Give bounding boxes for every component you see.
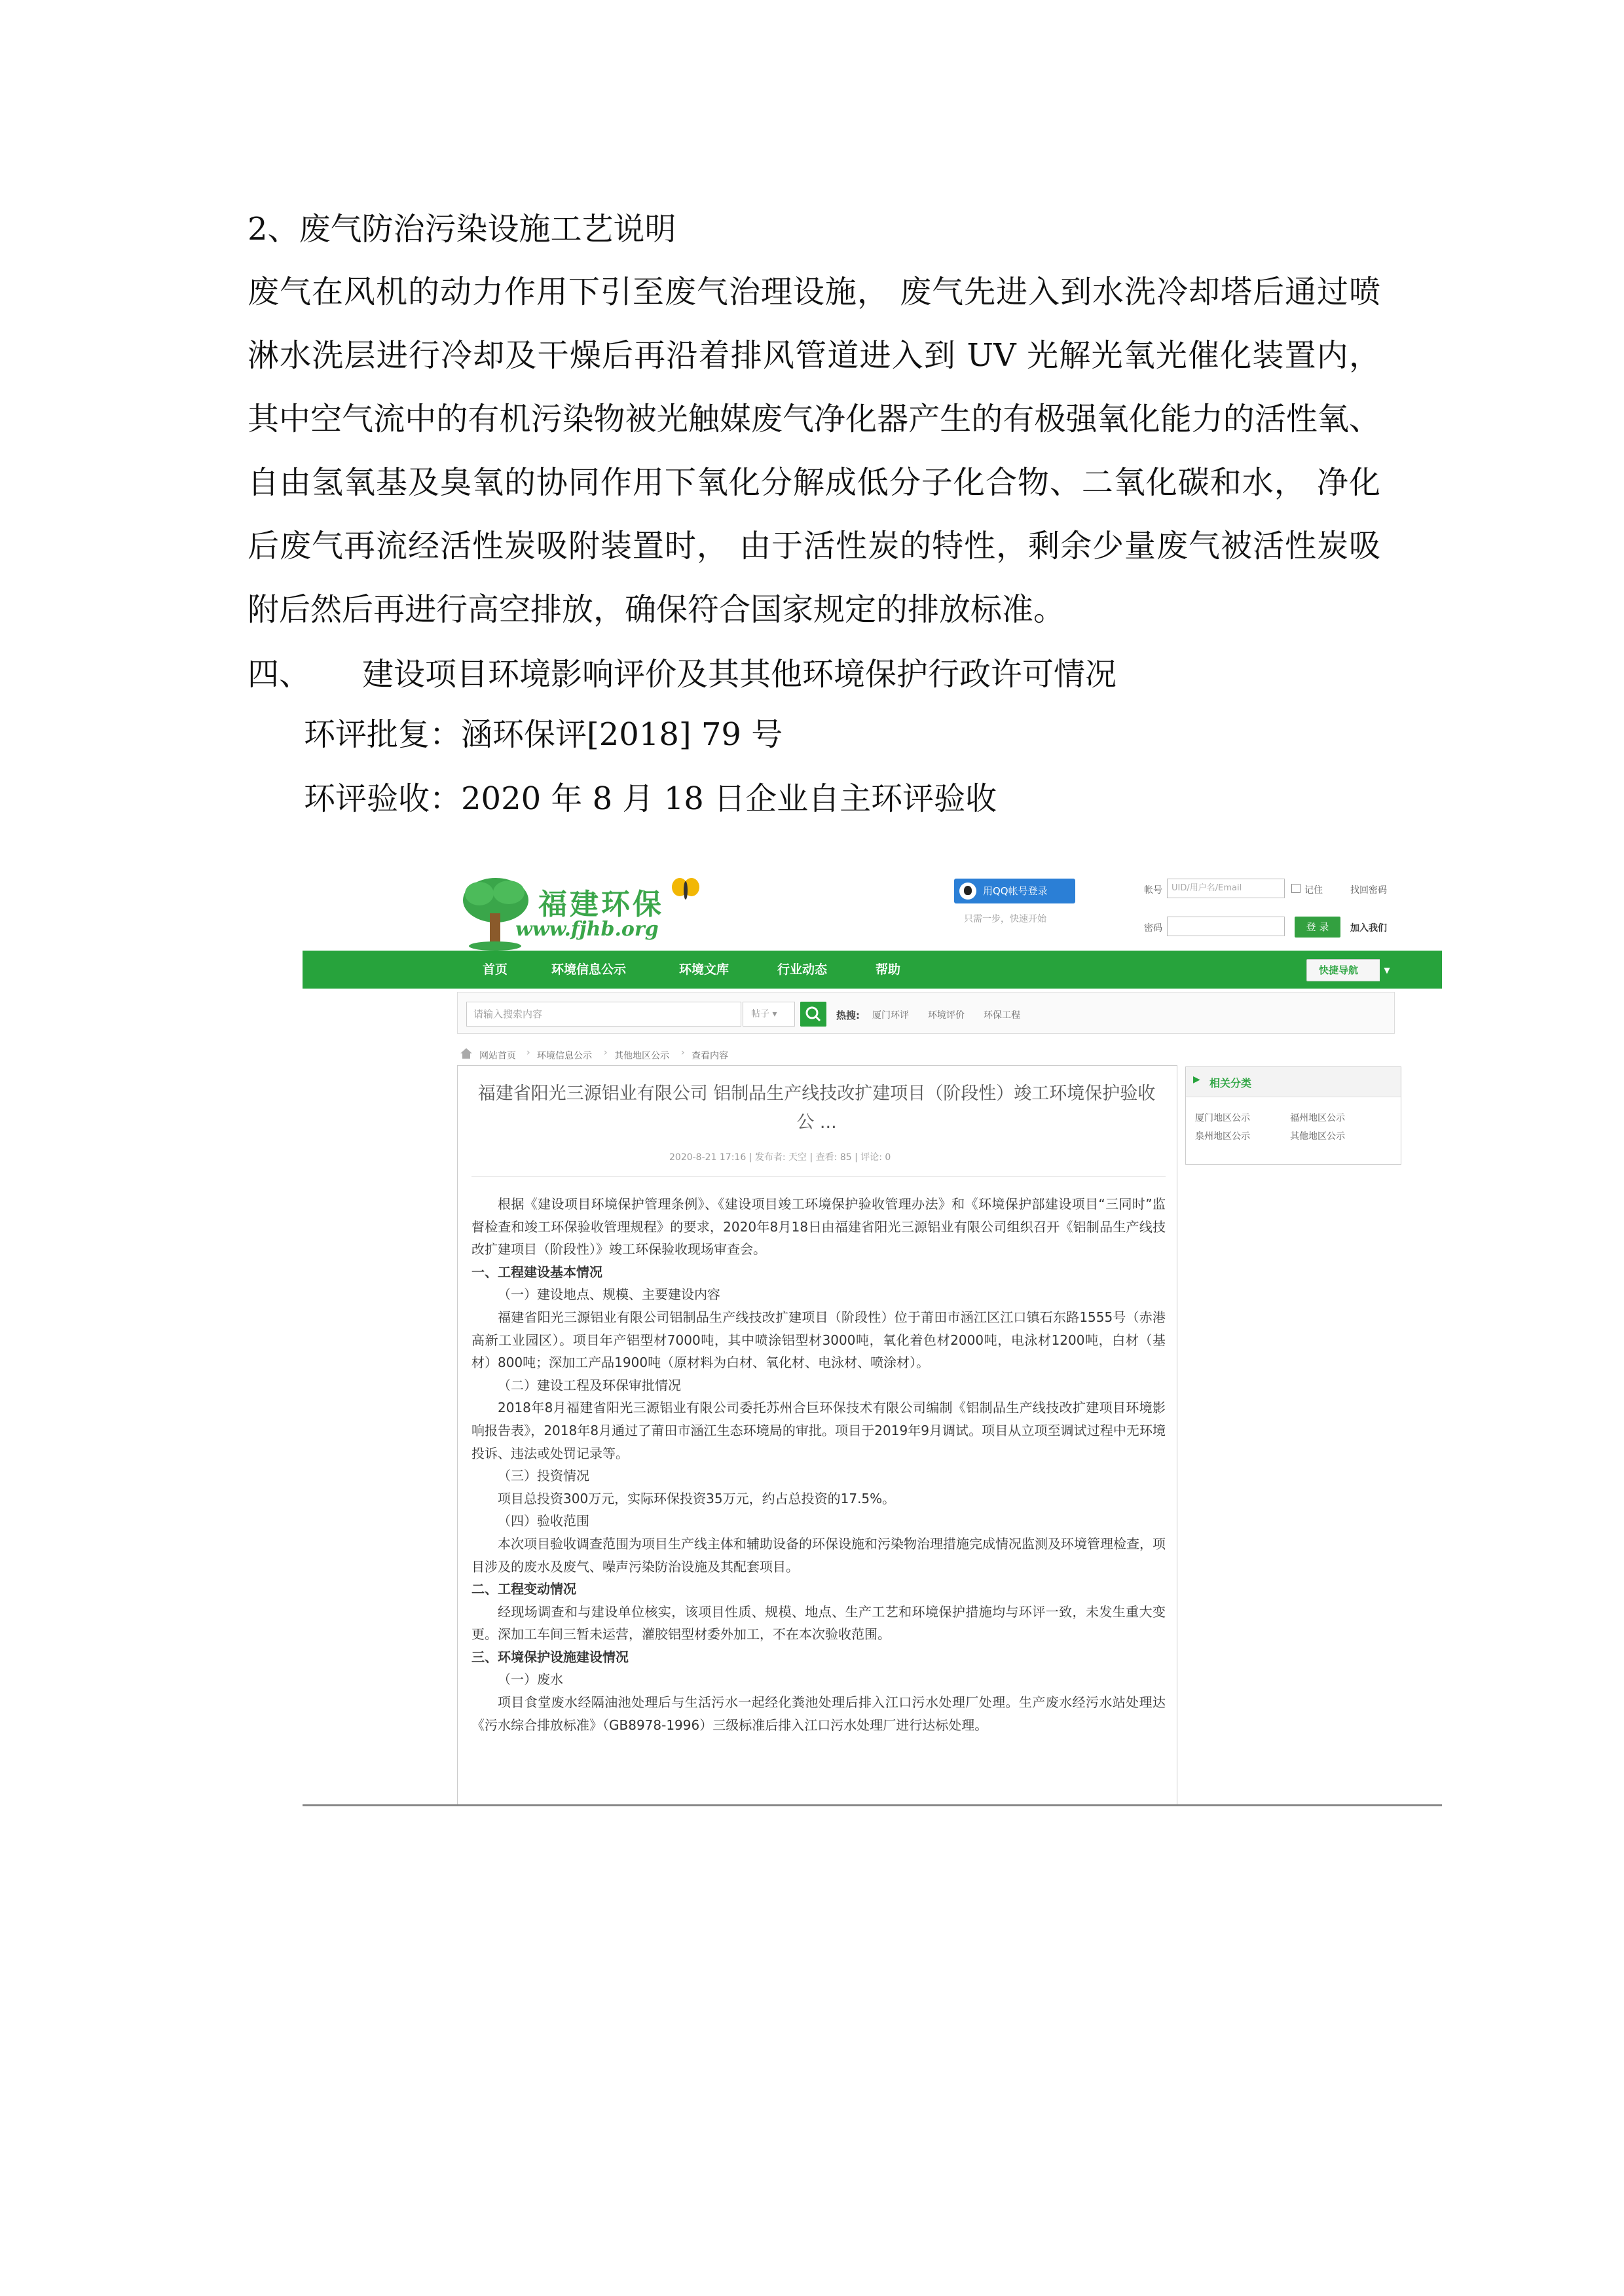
category-link[interactable]: 厦门地区公示 [1195,1113,1250,1123]
hot-search-item[interactable]: 环境评价 [928,1010,965,1021]
login-button[interactable]: 登 录 [1295,917,1340,938]
article-section-heading: 三、环境保护设施建设情况 [471,1649,629,1665]
website-screenshot [303,849,1442,1806]
related-categories-title: 相关分类 [1209,1077,1252,1089]
breadcrumb-item[interactable]: 环境信息公示 [537,1051,592,1061]
qq-login-button[interactable] [954,879,1075,903]
qq-login-label: 用QQ帐号登录 [983,885,1048,897]
article-paragraph: 经现场调查和与建设单位核实，该项目性质、规模、地点、生产工艺和环境保护措施均与环评一致，未发生重大变更。深加工车间三暂未运营，灌胶铝型材委外加工，不在本次验收范围。 [471,1603,1166,1643]
password-label: 密码 [1144,923,1162,934]
tree-logo-icon [460,874,532,953]
article-title: 福建省阳光三源铝业有限公司 铝制品生产线技改扩建项目（阶段性）竣工环境保护验收公 ... [477,1084,1156,1133]
article-paragraph: （二）建设工程及环保审批情况 [498,1377,681,1393]
logo-url: www.fjhb.org [515,918,659,941]
find-password-link[interactable]: 找回密码 [1350,885,1387,896]
home-icon[interactable] [460,1048,473,1059]
category-link[interactable]: 泉州地区公示 [1195,1131,1250,1142]
section-title: 建设项目环境影响评价及其其他环境保护行政许可情况 [362,656,1117,693]
doc-heading-2: 2、废气防治污染设施工艺说明 [248,211,676,247]
qq-icon [959,883,976,900]
nav-help[interactable]: 帮助 [876,962,901,977]
breadcrumb-item[interactable]: 其他地区公示 [614,1051,669,1061]
breadcrumb-separator: › [526,1048,530,1058]
breadcrumb-item[interactable]: 网站首页 [479,1051,516,1061]
article-paragraph: （一）废水 [498,1671,563,1688]
doc-approval: 环评批复：涵环保评[2018] 79 号 [304,716,783,753]
search-scope-select[interactable]: 帖子 ▾ [743,1002,795,1027]
search-input[interactable]: 请输入搜索内容 [466,1002,741,1027]
article-meta: 2020-8-21 17:16 | 发布者: 天空 | 查看: 85 | 评论: 0 [669,1152,891,1163]
doc-paragraph: 废气在风机的动力作用下引至废气治理设施， 废气先进入到水洗冷却塔后通过喷淋水洗层进行冷却及干燥后再沿着排风管道进入到 UV 光解光氧光催化装置内， 其中空气流中的有机污染物被光触媒废气净化器产生的有极强氧化能力的活性氧、自由氢氧基及臭氧的协同作用下氧化分解成低分子化合物、二氧化碳和水， 净化后废气再流经活性炭吸附装置时， 由于活性炭的特性，剩余少量废气被活性炭吸附后然后再进行高空排放，确保符合国家规定的排放标准。 [248,274,1380,628]
section-number: 四、 [248,656,311,693]
hot-search-label: 热搜: [836,1010,860,1021]
article-paragraph: 本次项目验收调查范围为项目生产线主体和辅助设备的环保设施和污染物治理措施完成情况监测及环境管理检查，项目涉及的废水及废气、噪声污染防治设施及其配套项目。 [471,1535,1166,1575]
article-paragraph: （一）建设地点、规模、主要建设内容 [498,1286,720,1303]
qq-tip: 只需一步，快速开始 [964,914,1046,924]
caret-right-icon: ▶ [1193,1074,1200,1085]
article-section-heading: 一、工程建设基本情况 [471,1264,602,1280]
article-paragraph: 根据《建设项目环境保护管理条例》、《建设项目竣工环境保护验收管理办法》和《环境保护部建设项目“三同时”监督检查和竣工环保验收管理规程》的要求，2020年8月18日由福建省阳光三源铝业有限公司组织召开《铝制品生产线技改扩建项目（阶段性）》竣工环保验收现场审查会。 [471,1196,1166,1258]
main-nav [303,951,1442,989]
nav-env-info[interactable]: 环境信息公示 [551,962,627,977]
article-section-heading: 二、工程变动情况 [471,1581,576,1597]
search-scope-label: 帖子 [751,1009,769,1019]
article-paragraph: （四）验收范围 [498,1513,589,1529]
screenshot-bottom-border [303,1804,1442,1806]
doc-section-4 [248,655,1116,694]
remember-label: 记住 [1304,885,1323,896]
search-icon[interactable] [800,1002,826,1027]
category-link[interactable]: 其他地区公示 [1290,1131,1345,1142]
article-paragraph: 项目总投资300万元，实际环保投资35万元，约占总投资的17.5%。 [498,1490,896,1506]
account-input[interactable]: UID/用户名/Email [1167,879,1285,898]
hot-search-item[interactable]: 厦门环评 [872,1010,909,1021]
category-link[interactable]: 福州地区公示 [1290,1113,1345,1123]
password-input[interactable] [1167,917,1285,936]
article-paragraph: 2018年8月福建省阳光三源铝业有限公司委托苏州合巨环保技术有限公司编制《铝制品生产线技改扩建项目环境影响报告表》，2018年8月通过了莆田市涵江生态环境局的审批。项目于2019年9月调试。项目从立项至调试过程中无环境投诉、违法或处罚记录等。 [471,1400,1166,1461]
remember-checkbox[interactable] [1291,884,1301,893]
breadcrumb-separator: › [604,1048,608,1058]
chevron-down-icon[interactable]: ▼ [1380,959,1394,981]
doc-acceptance: 环评验收：2020 年 8 月 18 日企业自主环评验收 [304,780,997,817]
nav-library[interactable]: 环境文库 [679,962,729,977]
article-paragraph: 项目食堂废水经隔油池处理后与生活污水一起经化粪池处理后排入江口污水处理厂处理。生产废水经污水站处理达《污水综合排放标准》（GB8978-1996）三级标准后排入江口污水处理厂进行达标处理。 [471,1694,1166,1733]
breadcrumb-separator: › [681,1048,685,1058]
article-paragraph: 福建省阳光三源铝业有限公司铝制品生产线技改扩建项目（阶段性）位于莆田市涵江区江口镇石东路1555号（赤港高新工业园区）。项目年产铝型材7000吨，其中喷涂铝型材3000吨，氧化着色材2000吨，电泳材1200吨，白材（基材）800吨；深加工产品1900吨（原材料为白材、氧化材、电泳材、喷涂材）。 [471,1309,1166,1371]
quick-nav-button[interactable]: 快捷导航 [1306,959,1382,981]
account-label: 帐号 [1144,885,1162,896]
breadcrumb-item: 查看内容 [692,1051,728,1061]
article-body [471,1193,1166,1736]
nav-home[interactable]: 首页 [483,962,508,977]
article-paragraph: （三）投资情况 [498,1468,589,1484]
logo-text: 福建环保 [538,888,664,921]
hot-search-item[interactable]: 环保工程 [984,1010,1020,1021]
nav-industry[interactable]: 行业动态 [777,962,828,977]
divider [471,1176,1166,1177]
butterfly-icon [669,874,702,907]
join-link[interactable]: 加入我们 [1350,923,1387,934]
